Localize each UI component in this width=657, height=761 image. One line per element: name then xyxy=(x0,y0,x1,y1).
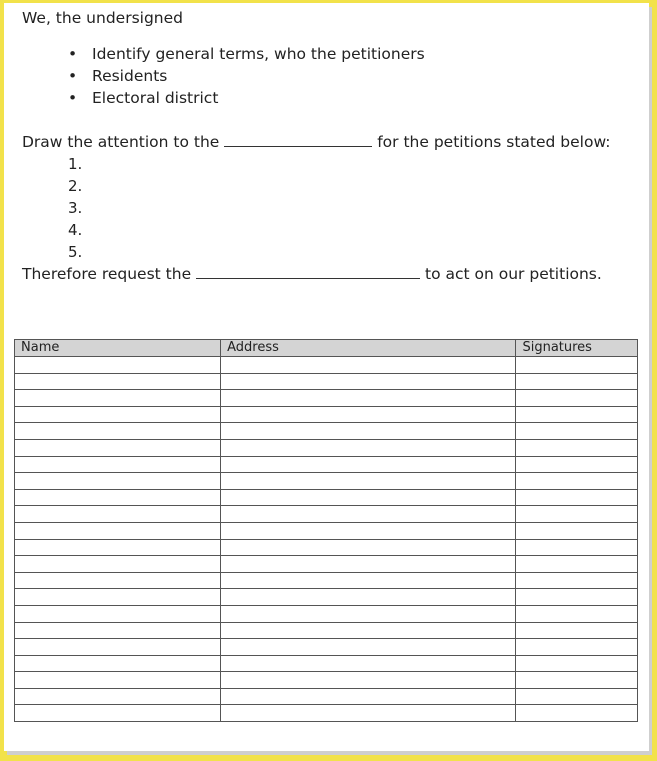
name-cell[interactable] xyxy=(15,672,221,689)
request-before: Therefore request the xyxy=(22,265,192,283)
signature-cell[interactable] xyxy=(516,489,638,506)
name-cell[interactable] xyxy=(15,655,221,672)
name-cell[interactable] xyxy=(15,688,221,705)
address-cell[interactable] xyxy=(221,522,516,539)
signature-cell[interactable] xyxy=(516,655,638,672)
table-row xyxy=(15,439,638,456)
table-header-row xyxy=(15,340,638,357)
numbered-item: 5. xyxy=(68,243,83,261)
signature-cell[interactable] xyxy=(516,639,638,656)
signature-cell[interactable] xyxy=(516,622,638,639)
signature-cell[interactable] xyxy=(516,373,638,390)
name-cell[interactable] xyxy=(15,489,221,506)
address-cell[interactable] xyxy=(221,390,516,407)
table-row xyxy=(15,406,638,423)
bullet-icon: • xyxy=(68,45,78,63)
address-cell[interactable] xyxy=(221,605,516,622)
numbered-item: 3. xyxy=(68,199,83,217)
numbered-item: 4. xyxy=(68,221,83,239)
name-cell[interactable] xyxy=(15,406,221,423)
signature-cell[interactable] xyxy=(516,406,638,423)
bullet-list xyxy=(68,43,425,109)
numbered-item: 2. xyxy=(68,177,83,195)
name-cell[interactable] xyxy=(15,522,221,539)
signature-cell[interactable] xyxy=(516,522,638,539)
name-cell[interactable] xyxy=(15,373,221,390)
bullet-text: Identify general terms, who the petitioners xyxy=(92,45,425,63)
signature-cell[interactable] xyxy=(516,473,638,490)
address-cell[interactable] xyxy=(221,589,516,606)
table-row xyxy=(15,639,638,656)
bullet-text: Residents xyxy=(92,67,168,85)
signature-cell[interactable] xyxy=(516,556,638,573)
signature-cell[interactable] xyxy=(516,439,638,456)
address-cell[interactable] xyxy=(221,439,516,456)
address-cell[interactable] xyxy=(221,406,516,423)
attention-after: for the petitions stated below: xyxy=(377,133,611,151)
signature-cell[interactable] xyxy=(516,572,638,589)
signature-cell[interactable] xyxy=(516,589,638,606)
table-row xyxy=(15,373,638,390)
header-address: Address xyxy=(221,340,516,357)
name-cell[interactable] xyxy=(15,572,221,589)
table-row xyxy=(15,705,638,722)
table-row xyxy=(15,357,638,374)
address-cell[interactable] xyxy=(221,672,516,689)
name-cell[interactable] xyxy=(15,705,221,722)
address-cell[interactable] xyxy=(221,489,516,506)
intro-text: We, the undersigned xyxy=(22,9,183,27)
table-row xyxy=(15,506,638,523)
table-row xyxy=(15,556,638,573)
address-cell[interactable] xyxy=(221,423,516,440)
request-blank-field[interactable] xyxy=(196,264,420,279)
table-row xyxy=(15,688,638,705)
table-row xyxy=(15,572,638,589)
name-cell[interactable] xyxy=(15,605,221,622)
signature-cell[interactable] xyxy=(516,605,638,622)
table-row xyxy=(15,473,638,490)
name-cell[interactable] xyxy=(15,439,221,456)
address-cell[interactable] xyxy=(221,456,516,473)
address-cell[interactable] xyxy=(221,572,516,589)
header-signatures: Signatures xyxy=(516,340,638,357)
table-row xyxy=(15,622,638,639)
table-row xyxy=(15,423,638,440)
numbered-item: 1. xyxy=(68,155,83,173)
table-row xyxy=(15,390,638,407)
table-row xyxy=(15,589,638,606)
name-cell[interactable] xyxy=(15,622,221,639)
table-body xyxy=(15,357,638,722)
signature-cell[interactable] xyxy=(516,390,638,407)
name-cell[interactable] xyxy=(15,473,221,490)
numbered-list xyxy=(68,153,82,263)
address-cell[interactable] xyxy=(221,688,516,705)
name-cell[interactable] xyxy=(15,589,221,606)
signature-table xyxy=(14,339,638,722)
signature-cell[interactable] xyxy=(516,506,638,523)
bullet-item xyxy=(68,65,425,87)
address-cell[interactable] xyxy=(221,373,516,390)
bullet-item xyxy=(68,87,425,109)
address-cell[interactable] xyxy=(221,639,516,656)
attention-before: Draw the attention to the xyxy=(22,133,220,151)
address-cell[interactable] xyxy=(221,655,516,672)
table-row xyxy=(15,489,638,506)
table-row xyxy=(15,539,638,556)
signature-cell[interactable] xyxy=(516,456,638,473)
bullet-text: Electoral district xyxy=(92,89,219,107)
attention-blank-field[interactable] xyxy=(224,132,372,147)
table-row xyxy=(15,456,638,473)
address-cell[interactable] xyxy=(221,357,516,374)
address-cell[interactable] xyxy=(221,473,516,490)
name-cell[interactable] xyxy=(15,357,221,374)
request-line xyxy=(22,264,602,283)
name-cell[interactable] xyxy=(15,639,221,656)
bullet-icon: • xyxy=(68,67,78,85)
attention-line xyxy=(22,132,611,151)
bullet-icon: • xyxy=(68,89,78,107)
signature-cell[interactable] xyxy=(516,672,638,689)
header-name: Name xyxy=(15,340,221,357)
bullet-item xyxy=(68,43,425,65)
name-cell[interactable] xyxy=(15,539,221,556)
name-cell[interactable] xyxy=(15,456,221,473)
address-cell[interactable] xyxy=(221,506,516,523)
signature-cell[interactable] xyxy=(516,688,638,705)
address-cell[interactable] xyxy=(221,539,516,556)
address-cell[interactable] xyxy=(221,556,516,573)
name-cell[interactable] xyxy=(15,423,221,440)
signature-cell[interactable] xyxy=(516,705,638,722)
table-row xyxy=(15,655,638,672)
request-after: to act on our petitions. xyxy=(425,265,602,283)
signature-cell[interactable] xyxy=(516,423,638,440)
signature-cell[interactable] xyxy=(516,539,638,556)
table-row xyxy=(15,672,638,689)
signature-cell[interactable] xyxy=(516,357,638,374)
name-cell[interactable] xyxy=(15,390,221,407)
name-cell[interactable] xyxy=(15,556,221,573)
table-row xyxy=(15,605,638,622)
address-cell[interactable] xyxy=(221,622,516,639)
table-row xyxy=(15,522,638,539)
name-cell[interactable] xyxy=(15,506,221,523)
address-cell[interactable] xyxy=(221,705,516,722)
petition-page xyxy=(4,3,649,751)
